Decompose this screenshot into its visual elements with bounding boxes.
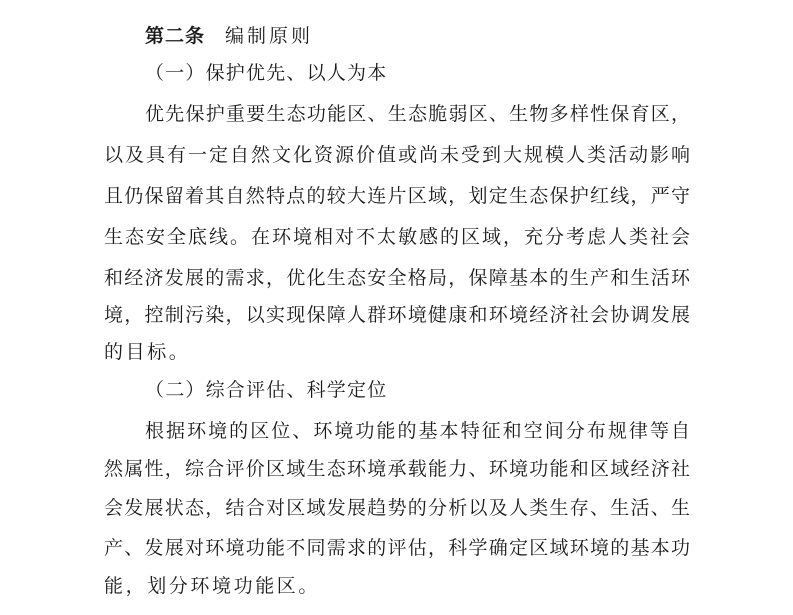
paragraph-line: 生态安全底线。在环境相对不太敏感的区域，充分考虑人类社会 — [104, 226, 690, 248]
paragraph-line: 根据环境的区位、环境功能的基本特征和空间分布规律等自 — [145, 420, 690, 442]
paragraph-line: 以及具有一定自然文化资源价值或尚未受到大规模人类活动影响 — [104, 144, 690, 166]
article-title: 编制原则 — [225, 25, 314, 47]
section-heading: （二）综合评估、科学定位 — [145, 379, 388, 401]
paragraph-line: 境，控制污染，以实现保障人群环境健康和环境经济社会协调发展 — [104, 304, 690, 326]
paragraph-line: 和经济发展的需求，优化生态安全格局，保障基本的生产和生活环 — [104, 267, 690, 289]
section-heading: （一）保护优先、以人为本 — [145, 62, 388, 84]
paragraph-line: 产、发展对环境功能不同需求的评估，科学确定区域环境的基本功 — [104, 537, 690, 559]
article-heading — [145, 18, 313, 54]
paragraph-line: 优先保护重要生态功能区、生态脆弱区、生物多样性保育区， — [145, 103, 690, 125]
paragraph-line: 会发展状态，结合对区域发展趋势的分析以及人类生存、生活、生 — [104, 497, 690, 519]
paragraph-line: 且仍保留着其自然特点的较大连片区域，划定生态保护红线，严守 — [104, 185, 690, 207]
paragraph-line: 然属性，综合评价区域生态环境承载能力、环境功能和区域经济社 — [104, 458, 690, 480]
paragraph-line: 的目标。 — [104, 341, 191, 363]
article-number: 第二条 — [145, 25, 206, 47]
paragraph-line: 能，划分环境功能区。 — [104, 575, 321, 597]
